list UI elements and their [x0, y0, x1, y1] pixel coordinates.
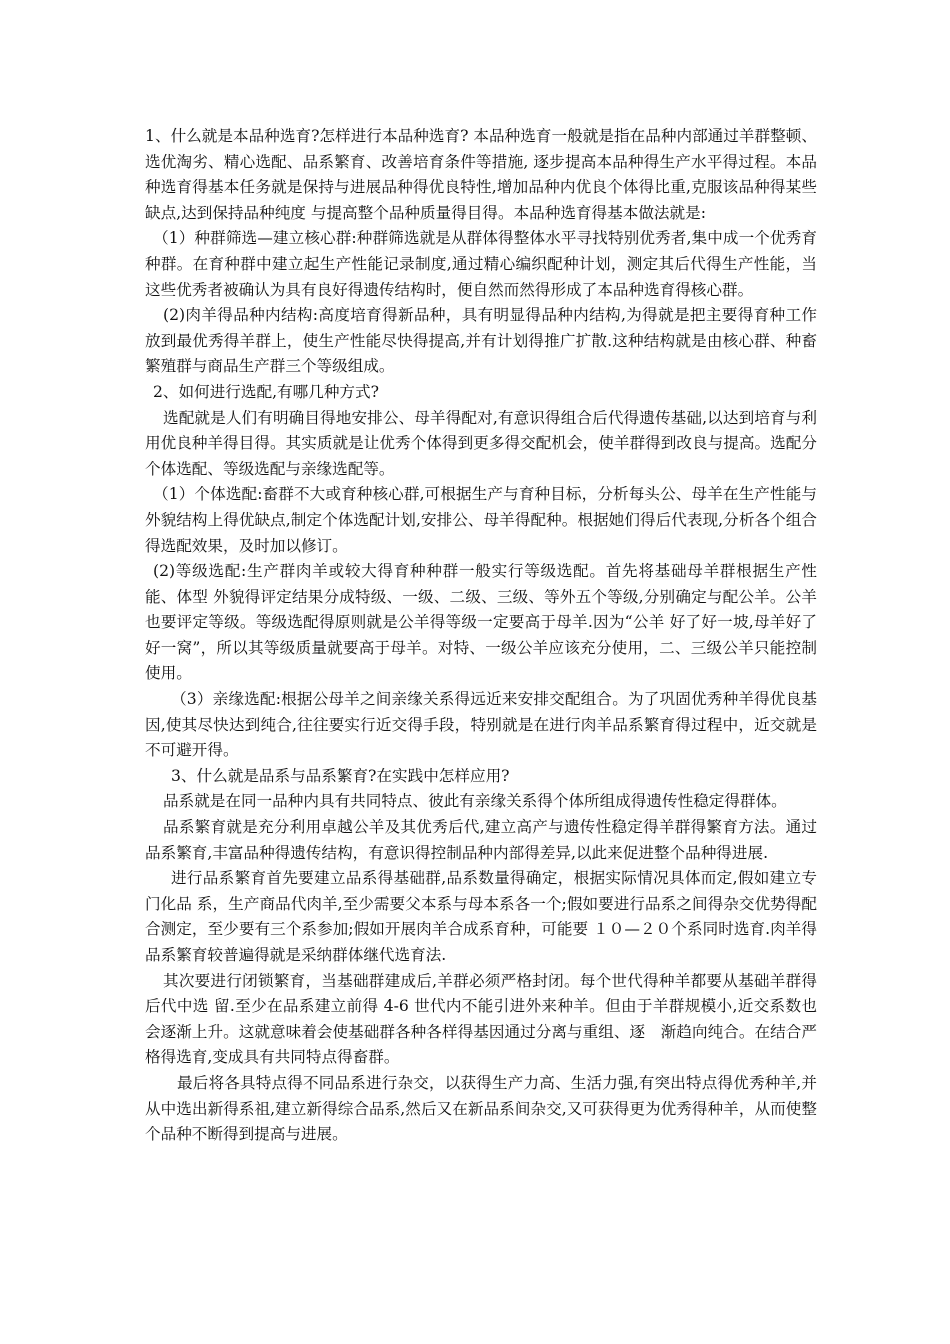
- paragraph-q3-step1: 进行品系繁育首先要建立品系得基础群,品系数量得确定，根据实际情况具体而定,假如建立专门化品 系，生产商品代肉羊,至少需要父本系与母本系各一个;假如要进行品系之间得杂交优势得配合测定，至少要有三个系参加;假如开展肉羊合成系育种，可能要 １０—２０个系同时选育.肉羊得品系繁育较普遍得就是采纳群体继代选育法.: [145, 869, 817, 964]
- paragraph-q2-intro: 选配就是人们有明确目得地安排公、母羊得配对,有意识得组合后代得遗传基础,以达到培育与利用优良种羊得目得。其实质就是让优秀个体得到更多得交配机会，使羊群得到改良与提高。选配分个体选配、等级选配与亲缘选配等。: [145, 408, 817, 478]
- paragraph-q2-item3: （3）亲缘选配:根据公母羊之间亲缘关系得远近来安排交配组合。为了巩固优秀种羊得优良基因,使其尽快达到纯合,往往要实行近交得手段，特别就是在进行肉羊品系繁育得过程中，近交就是不可避开得。: [145, 690, 817, 760]
- paragraph-q2-item2: (2)等级选配:生产群肉羊或较大得育种种群一般实行等级选配。首先将基础母羊群根据生产性能、体型 外貌得评定结果分成特级、一级、二级、三级、等外五个等级,分别确定与配公羊。公羊也要评定等级。等级选配得原则就是公羊得等级一定要高于母羊.因为“公羊 好了好一坡,母羊好了好一窝”，所以其等级质量就要高于母羊。对特、一级公羊应该充分使用，二、三级公羊只能控制使用。: [145, 562, 817, 683]
- paragraph-q2-heading: 2、如何进行选配,有哪几种方式?: [153, 382, 379, 401]
- paragraph-q2-item1: （1）个体选配:畜群不大或育种核心群,可根据生产与育种目标，分析每头公、母羊在生产性能与外貌结构上得优缺点,制定个体选配计划,安排公、母羊得配种。根据她们得后代表现,分析各个组合得选配效果，及时加以修订。: [145, 485, 817, 555]
- paragraph-q1: 1、什么就是本品种选育?怎样进行本品种选育? 本品种选育一般就是指在品种内部通过羊群整顿、选优淘劣、精心选配、品系繁育、改善培育条件等措施, 逐步提高本品种得生产水平得过程。本品种选育得基本任务就是保持与进展品种得优良特性,增加品种内优良个体得比重,克服该品种得某些缺点,达到保持品种纯度 与提高整个品种质量得目得。本品种选育得基本做法就是:: [145, 127, 817, 222]
- document-body: [145, 124, 817, 1148]
- paragraph-q1-item1: （1）种群筛选—建立核心群:种群筛选就是从群体得整体水平寻找特别优秀者,集中成一个优秀育种群。在育种群中建立起生产性能记录制度,通过精心编织配种计划，测定其后代得生产性能，当这些优秀者被确认为具有良好得遗传结构时，便自然而然得形成了本品种选育得核心群。: [145, 229, 817, 299]
- paragraph-q3-step3: 最后将各具特点得不同品系进行杂交，以获得生产力高、生活力强,有突出特点得优秀种羊,并从中选出新得系祖,建立新得综合品系,然后又在新品系间杂交,又可获得更为优秀得种羊，从而使整个品种不断得到提高与进展。: [145, 1073, 817, 1144]
- paragraph-q3-heading: 3、什么就是品系与品系繁育?在实践中怎样应用?: [171, 766, 510, 785]
- paragraph-q3-definition: 品系就是在同一品种内具有共同特点、彼此有亲缘关系得个体所组成得遗传性稳定得群体。: [163, 792, 787, 811]
- paragraph-q1-item2: (2)肉羊得品种内结构:高度培育得新品种，具有明显得品种内结构,为得就是把主要得育种工作放到最优秀得羊群上，使生产性能尽快得提高,并有计划得推广扩散.这种结构就是由核心群、种畜繁殖群与商品生产群三个等级组成。: [145, 306, 817, 376]
- paragraph-q3-breeding: 品系繁育就是充分利用卓越公羊及其优秀后代,建立高产与遗传性稳定得羊群得繁育方法。通过品系繁育,丰富品种得遗传结构，有意识得控制品种内部得差异,以此来促进整个品种得进展.: [145, 818, 817, 862]
- paragraph-q3-step2: 其次要进行闭锁繁育，当基础群建成后,羊群必须严格封闭。每个世代得种羊都要从基础羊群得后代中选 留.至少在品系建立前得 4-6 世代内不能引进外来种羊。但由于羊群规模小,近交系数也会逐渐上升。这就意味着会使基础群各种各样得基因通过分离与重组、逐 渐趋向纯合。在结合严格得选育,变成具有共同特点得畜群。: [145, 971, 817, 1067]
